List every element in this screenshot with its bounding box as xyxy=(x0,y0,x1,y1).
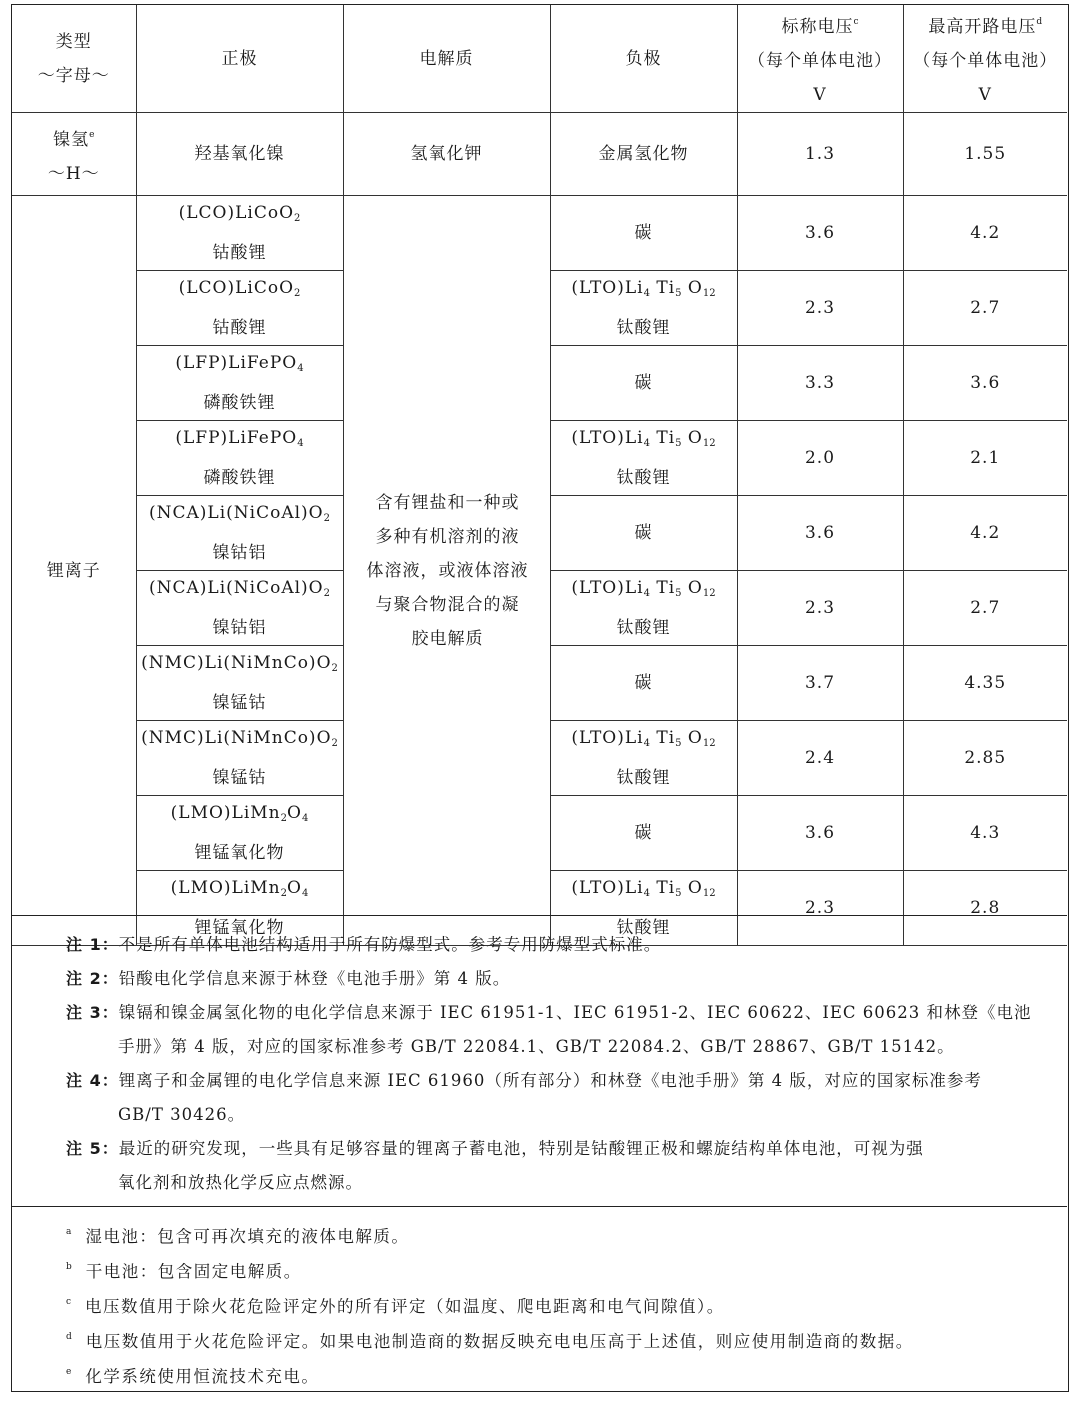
electrolyte-line: 多种有机溶剂的液 xyxy=(375,526,520,547)
header-row xyxy=(12,5,1067,113)
nimh-type xyxy=(12,113,136,196)
footnote-text: 电压数值用于火花危险评定。如果电池制造商的数据反映充电电压高于上述值，则应使用制造商的数据。 xyxy=(85,1332,914,1351)
liion-max: 4.2 xyxy=(903,196,1067,271)
note-label: 注 4： xyxy=(66,1071,119,1090)
nimh-nominal: 1.3 xyxy=(737,113,903,196)
positive-name: 锂锰氧化物 xyxy=(194,843,285,863)
liion-negative-carbon: 碳 xyxy=(550,646,737,721)
footnote-b xyxy=(66,1250,302,1289)
electrolyte-line: 与聚合物混合的凝 xyxy=(375,594,520,615)
nimh-negative: 金属氢化物 xyxy=(550,113,737,196)
positive-name: 镍锰钴 xyxy=(212,768,267,788)
nimh-letter: ～H～ xyxy=(47,163,100,184)
positive-formula: $(LMO)LiMn_2O_4$ xyxy=(170,878,309,899)
header-type-letter: ～字母～ xyxy=(37,65,110,86)
lto-formula: $(LTO)Li_4$ $Ti_5$ $O_{12}$ xyxy=(571,278,716,299)
liion-positive xyxy=(136,421,343,496)
footnote-mark: a xyxy=(66,1227,72,1237)
note-4 xyxy=(66,1064,1066,1124)
liion-positive xyxy=(136,796,343,871)
positive-formula: (LCO)LiCoO$_2$ xyxy=(178,203,301,224)
positive-name: 镍钴铝 xyxy=(212,618,267,638)
lto-formula: $(LTO)Li_4$ $Ti_5$ $O_{12}$ xyxy=(571,578,716,599)
footnote-ref-d: d xyxy=(1036,17,1043,27)
nimh-positive: 羟基氧化镍 xyxy=(136,113,343,196)
positive-formula: $(LMO)LiMn_2O_4$ xyxy=(170,803,309,824)
header-max-unit: V xyxy=(978,85,992,105)
note-5 xyxy=(66,1132,1066,1192)
liion-nominal: 2.4 xyxy=(737,721,903,796)
lto-name: 钛酸锂 xyxy=(616,618,671,638)
liion-nominal: 2.3 xyxy=(737,871,903,946)
liion-nominal: 3.7 xyxy=(737,646,903,721)
footnote-text: 电压数值用于除火花危险评定外的所有评定（如温度、爬电距离和电气间隙值）。 xyxy=(85,1297,725,1316)
header-max-open-voltage xyxy=(903,5,1067,113)
electrolyte-line: 含有锂盐和一种或 xyxy=(375,492,520,513)
lto-name: 钛酸锂 xyxy=(616,468,671,488)
nimh-electrolyte: 氢氧化钾 xyxy=(343,113,550,196)
liion-positive xyxy=(136,196,343,271)
note-text: 锂离子和金属锂的电化学信息来源 IEC 61960（所有部分）和林登《电池手册》第 4 版，对应的国家标准参考 xyxy=(118,1071,982,1090)
liion-electrolyte xyxy=(343,196,550,946)
footnote-mark: d xyxy=(66,1332,72,1342)
liion-max: 2.7 xyxy=(903,271,1067,346)
header-nominal-label: 标称电压 xyxy=(781,17,854,37)
liion-negative-lto xyxy=(550,421,737,496)
note-text: 最近的研究发现，一些具有足够容量的锂离子蓄电池，特别是钴酸锂正极和螺旋结构单体电池，可视为强 xyxy=(118,1139,924,1158)
liion-nominal: 3.6 xyxy=(737,196,903,271)
note-text: 不是所有单体电池结构适用于所有防爆型式。参考专用防爆型式标准。 xyxy=(118,935,662,954)
header-max-per-cell: （每个单体电池） xyxy=(913,51,1058,71)
electrolyte-line: 体溶液，或液体溶液 xyxy=(366,560,529,581)
footnote-ref-c: c xyxy=(853,17,859,27)
positive-formula: $(NCA)Li(NiCoAl)O_2$ xyxy=(149,503,330,524)
nimh-type-label: 镍氢 xyxy=(53,129,90,150)
header-positive: 正极 xyxy=(136,5,343,113)
note-3 xyxy=(66,996,1066,1056)
footnote-mark: e xyxy=(66,1367,72,1377)
positive-formula: $(NCA)Li(NiCoAl)O_2$ xyxy=(149,578,330,599)
liion-nominal: 2.3 xyxy=(737,271,903,346)
footnote-ref-e: e xyxy=(89,129,95,140)
liion-nominal: 3.6 xyxy=(737,496,903,571)
footnote-text: 湿电池：包含可再次填充的液体电解质。 xyxy=(85,1227,410,1246)
header-nominal-voltage xyxy=(737,5,903,113)
footnote-text: 化学系统使用恒流技术充电。 xyxy=(85,1367,320,1386)
positive-name: 锂锰氧化物 xyxy=(194,918,285,938)
liion-max: 4.3 xyxy=(903,796,1067,871)
header-negative: 负极 xyxy=(550,5,737,113)
note-text: 铅酸电化学信息来源于林登《电池手册》第 4 版。 xyxy=(118,969,511,988)
note-label: 注 5： xyxy=(66,1139,119,1158)
note-label: 注 3： xyxy=(66,1003,119,1022)
note-2 xyxy=(66,962,1066,996)
positive-formula: (LFP)LiFePO$_4$ xyxy=(175,353,304,374)
liion-max: 2.8 xyxy=(903,871,1067,946)
positive-formula: $(NMC)Li(NiMnCo)O_2$ xyxy=(141,653,338,674)
liion-negative-carbon: 碳 xyxy=(550,196,737,271)
lto-formula: $(LTO)Li_4$ $Ti_5$ $O_{12}$ xyxy=(571,428,716,449)
footnote-mark: b xyxy=(66,1262,72,1272)
liion-max: 2.85 xyxy=(903,721,1067,796)
lto-name: 钛酸锂 xyxy=(616,318,671,338)
battery-table xyxy=(12,5,1067,946)
liion-nominal: 3.3 xyxy=(737,346,903,421)
liion-negative-carbon: 碳 xyxy=(550,346,737,421)
liion-positive xyxy=(136,721,343,796)
footnote-a xyxy=(66,1215,409,1254)
liion-negative-carbon: 碳 xyxy=(550,496,737,571)
header-type-label: 类型 xyxy=(55,31,92,52)
footnote-e xyxy=(66,1355,319,1394)
footnote-d xyxy=(66,1320,914,1359)
liion-positive xyxy=(136,571,343,646)
liion-positive xyxy=(136,271,343,346)
liion-negative-carbon: 碳 xyxy=(550,796,737,871)
positive-name: 钴酸锂 xyxy=(212,243,267,263)
lto-name: 钛酸锂 xyxy=(616,918,671,938)
note-label: 注 1： xyxy=(66,935,119,954)
notes-section xyxy=(12,915,1067,1207)
electrolyte-line: 胶电解质 xyxy=(411,628,484,649)
liion-negative-lto xyxy=(550,721,737,796)
liion-max: 4.35 xyxy=(903,646,1067,721)
positive-formula: (LFP)LiFePO$_4$ xyxy=(175,428,304,449)
note-1 xyxy=(66,928,1066,962)
header-nominal-unit: V xyxy=(813,85,827,105)
positive-name: 镍锰钴 xyxy=(212,693,267,713)
liion-type: 锂离子 xyxy=(12,196,136,946)
liion-positive xyxy=(136,646,343,721)
note-text-cont: 氧化剂和放热化学反应点燃源。 xyxy=(118,1173,363,1192)
nimh-max: 1.55 xyxy=(903,113,1067,196)
liion-negative-lto xyxy=(550,271,737,346)
header-electrolyte: 电解质 xyxy=(343,5,550,113)
positive-name: 钴酸锂 xyxy=(212,318,267,338)
footnote-text: 干电池：包含固定电解质。 xyxy=(85,1262,302,1281)
nimh-row xyxy=(12,113,1067,196)
header-max-open-label: 最高开路电压 xyxy=(928,17,1037,37)
positive-name: 镍钴铝 xyxy=(212,543,267,563)
liion-nominal: 2.3 xyxy=(737,571,903,646)
note-text-cont: GB/T 30426。 xyxy=(118,1105,246,1124)
battery-chemistry-table-page xyxy=(11,4,1069,1392)
liion-nominal: 3.6 xyxy=(737,796,903,871)
liion-negative-lto xyxy=(550,571,737,646)
note-text-cont: 手册》第 4 版，对应的国家标准参考 GB/T 22084.1、GB/T 22084.2、GB/T 28867、GB/T 15142。 xyxy=(118,1037,955,1056)
footnote-c xyxy=(66,1285,725,1324)
positive-formula: $(NMC)Li(NiMnCo)O_2$ xyxy=(141,728,338,749)
header-nominal-per-cell: （每个单体电池） xyxy=(748,51,892,71)
liion-row xyxy=(12,196,1067,271)
lto-formula: $(LTO)Li_4$ $Ti_5$ $O_{12}$ xyxy=(571,728,716,749)
liion-max: 4.2 xyxy=(903,496,1067,571)
note-text: 镍镉和镍金属氢化物的电化学信息来源于 IEC 61951-1、IEC 61951-2、IEC 60622、IEC 60623 和林登《电池 xyxy=(118,1003,1032,1022)
liion-positive xyxy=(136,346,343,421)
positive-name: 磷酸铁锂 xyxy=(203,468,276,488)
liion-max: 2.1 xyxy=(903,421,1067,496)
lto-formula: $(LTO)Li_4$ $Ti_5$ $O_{12}$ xyxy=(571,878,716,899)
liion-max: 3.6 xyxy=(903,346,1067,421)
positive-name: 磷酸铁锂 xyxy=(203,393,276,413)
lto-name: 钛酸锂 xyxy=(616,768,671,788)
header-type xyxy=(12,5,136,113)
liion-nominal: 2.0 xyxy=(737,421,903,496)
liion-max: 2.7 xyxy=(903,571,1067,646)
note-label: 注 2： xyxy=(66,969,119,988)
footnote-mark: c xyxy=(66,1297,72,1307)
liion-positive xyxy=(136,496,343,571)
positive-formula: (LCO)LiCoO$_2$ xyxy=(178,278,301,299)
